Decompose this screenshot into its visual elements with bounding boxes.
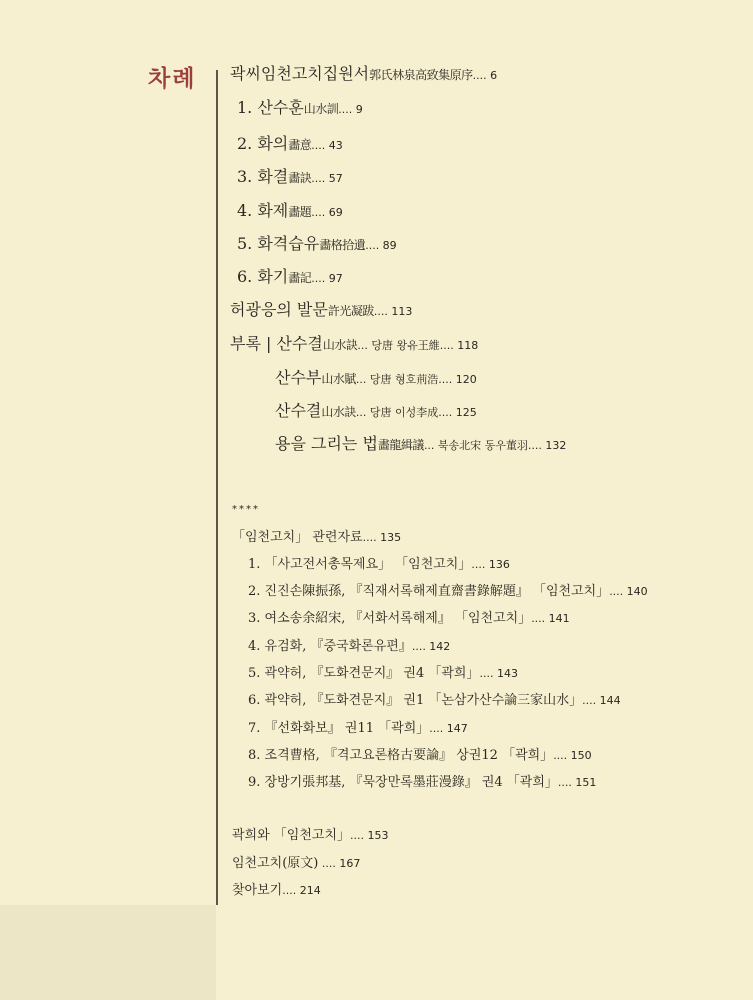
toc-entry-guoxi-essay[interactable]: 곽희와 「임천고치」.... 153 — [232, 828, 389, 843]
toc-entry-appendix-shanshuijue-2[interactable]: 산수결山水訣... 당唐 이성李成.... 125 — [275, 401, 477, 420]
toc-entry-huajue[interactable]: 3. 화결畵訣.... 57 — [237, 167, 343, 186]
toc-entry-original-text[interactable]: 임천고치(原文) .... 167 — [232, 856, 361, 871]
toc-entry-material-1[interactable]: 1. 「사고전서총목제요」 「임천고치」.... 136 — [248, 557, 510, 572]
toc-entry-material-5[interactable]: 5. 곽약허, 『도화견문지』 권4 「곽희」.... 143 — [248, 666, 518, 681]
toc-entry-material-9[interactable]: 9. 장방기張邦基, 『묵장만록墨莊漫錄』 권4 「곽희」.... 151 — [248, 775, 597, 790]
toc-entry-huagexiyi[interactable]: 5. 화격습유畵格拾遺.... 89 — [237, 234, 397, 253]
toc-entry-material-2[interactable]: 2. 진진손陳振孫, 『직재서록해제直齋書錄解題』 「임천고치」.... 140 — [248, 584, 648, 599]
toc-entry-material-6[interactable]: 6. 곽약허, 『도화견문지』 권1 「논삼가산수論三家山水」.... 144 — [248, 693, 621, 708]
toc-entry-materials-heading[interactable]: 「임천고치」 관련자료.... 135 — [232, 530, 402, 545]
toc-entry-huayi[interactable]: 2. 화의畵意.... 43 — [237, 134, 343, 153]
toc-title: 차례 — [148, 66, 197, 92]
toc-entry-appendix-shanshuijue[interactable]: 부록 | 산수결山水訣... 당唐 왕유王維.... 118 — [230, 334, 479, 353]
toc-entry-shansuxun[interactable]: 1. 산수훈山水訓.... 9 — [237, 98, 363, 117]
toc-entry-huati[interactable]: 4. 화제畵題.... 69 — [237, 201, 343, 220]
toc-entry-material-7[interactable]: 7. 『선화화보』 권11 「곽희」.... 147 — [248, 721, 468, 736]
toc-entry-appendix-dragon[interactable]: 용을 그리는 법畵龍緝議... 북송北宋 동우董羽.... 132 — [275, 434, 567, 453]
toc-entry-material-3[interactable]: 3. 여소송余紹宋, 『서화서록해제』 「임천고치」.... 141 — [248, 611, 570, 626]
toc-entry-huaji[interactable]: 6. 화기畵記.... 97 — [237, 267, 343, 286]
toc-entry-preface[interactable]: 곽씨임천고치집원서郭氏林泉高致集原序.... 6 — [230, 64, 498, 83]
section-separator: **** — [232, 504, 260, 515]
toc-entry-index[interactable]: 찾아보기.... 214 — [232, 883, 321, 898]
toc-entry-appendix-shanshuifu[interactable]: 산수부山水賦... 당唐 형호荊浩.... 120 — [275, 368, 477, 387]
toc-entry-material-8[interactable]: 8. 조격曹格, 『격고요론格古要論』 상권12 「곽희」.... 150 — [248, 748, 592, 763]
toc-entry-material-4[interactable]: 4. 유검화, 『중국화론유편』.... 142 — [248, 639, 451, 654]
toc-entry-afterword[interactable]: 허광응의 발문許光凝跋.... 113 — [230, 300, 413, 319]
